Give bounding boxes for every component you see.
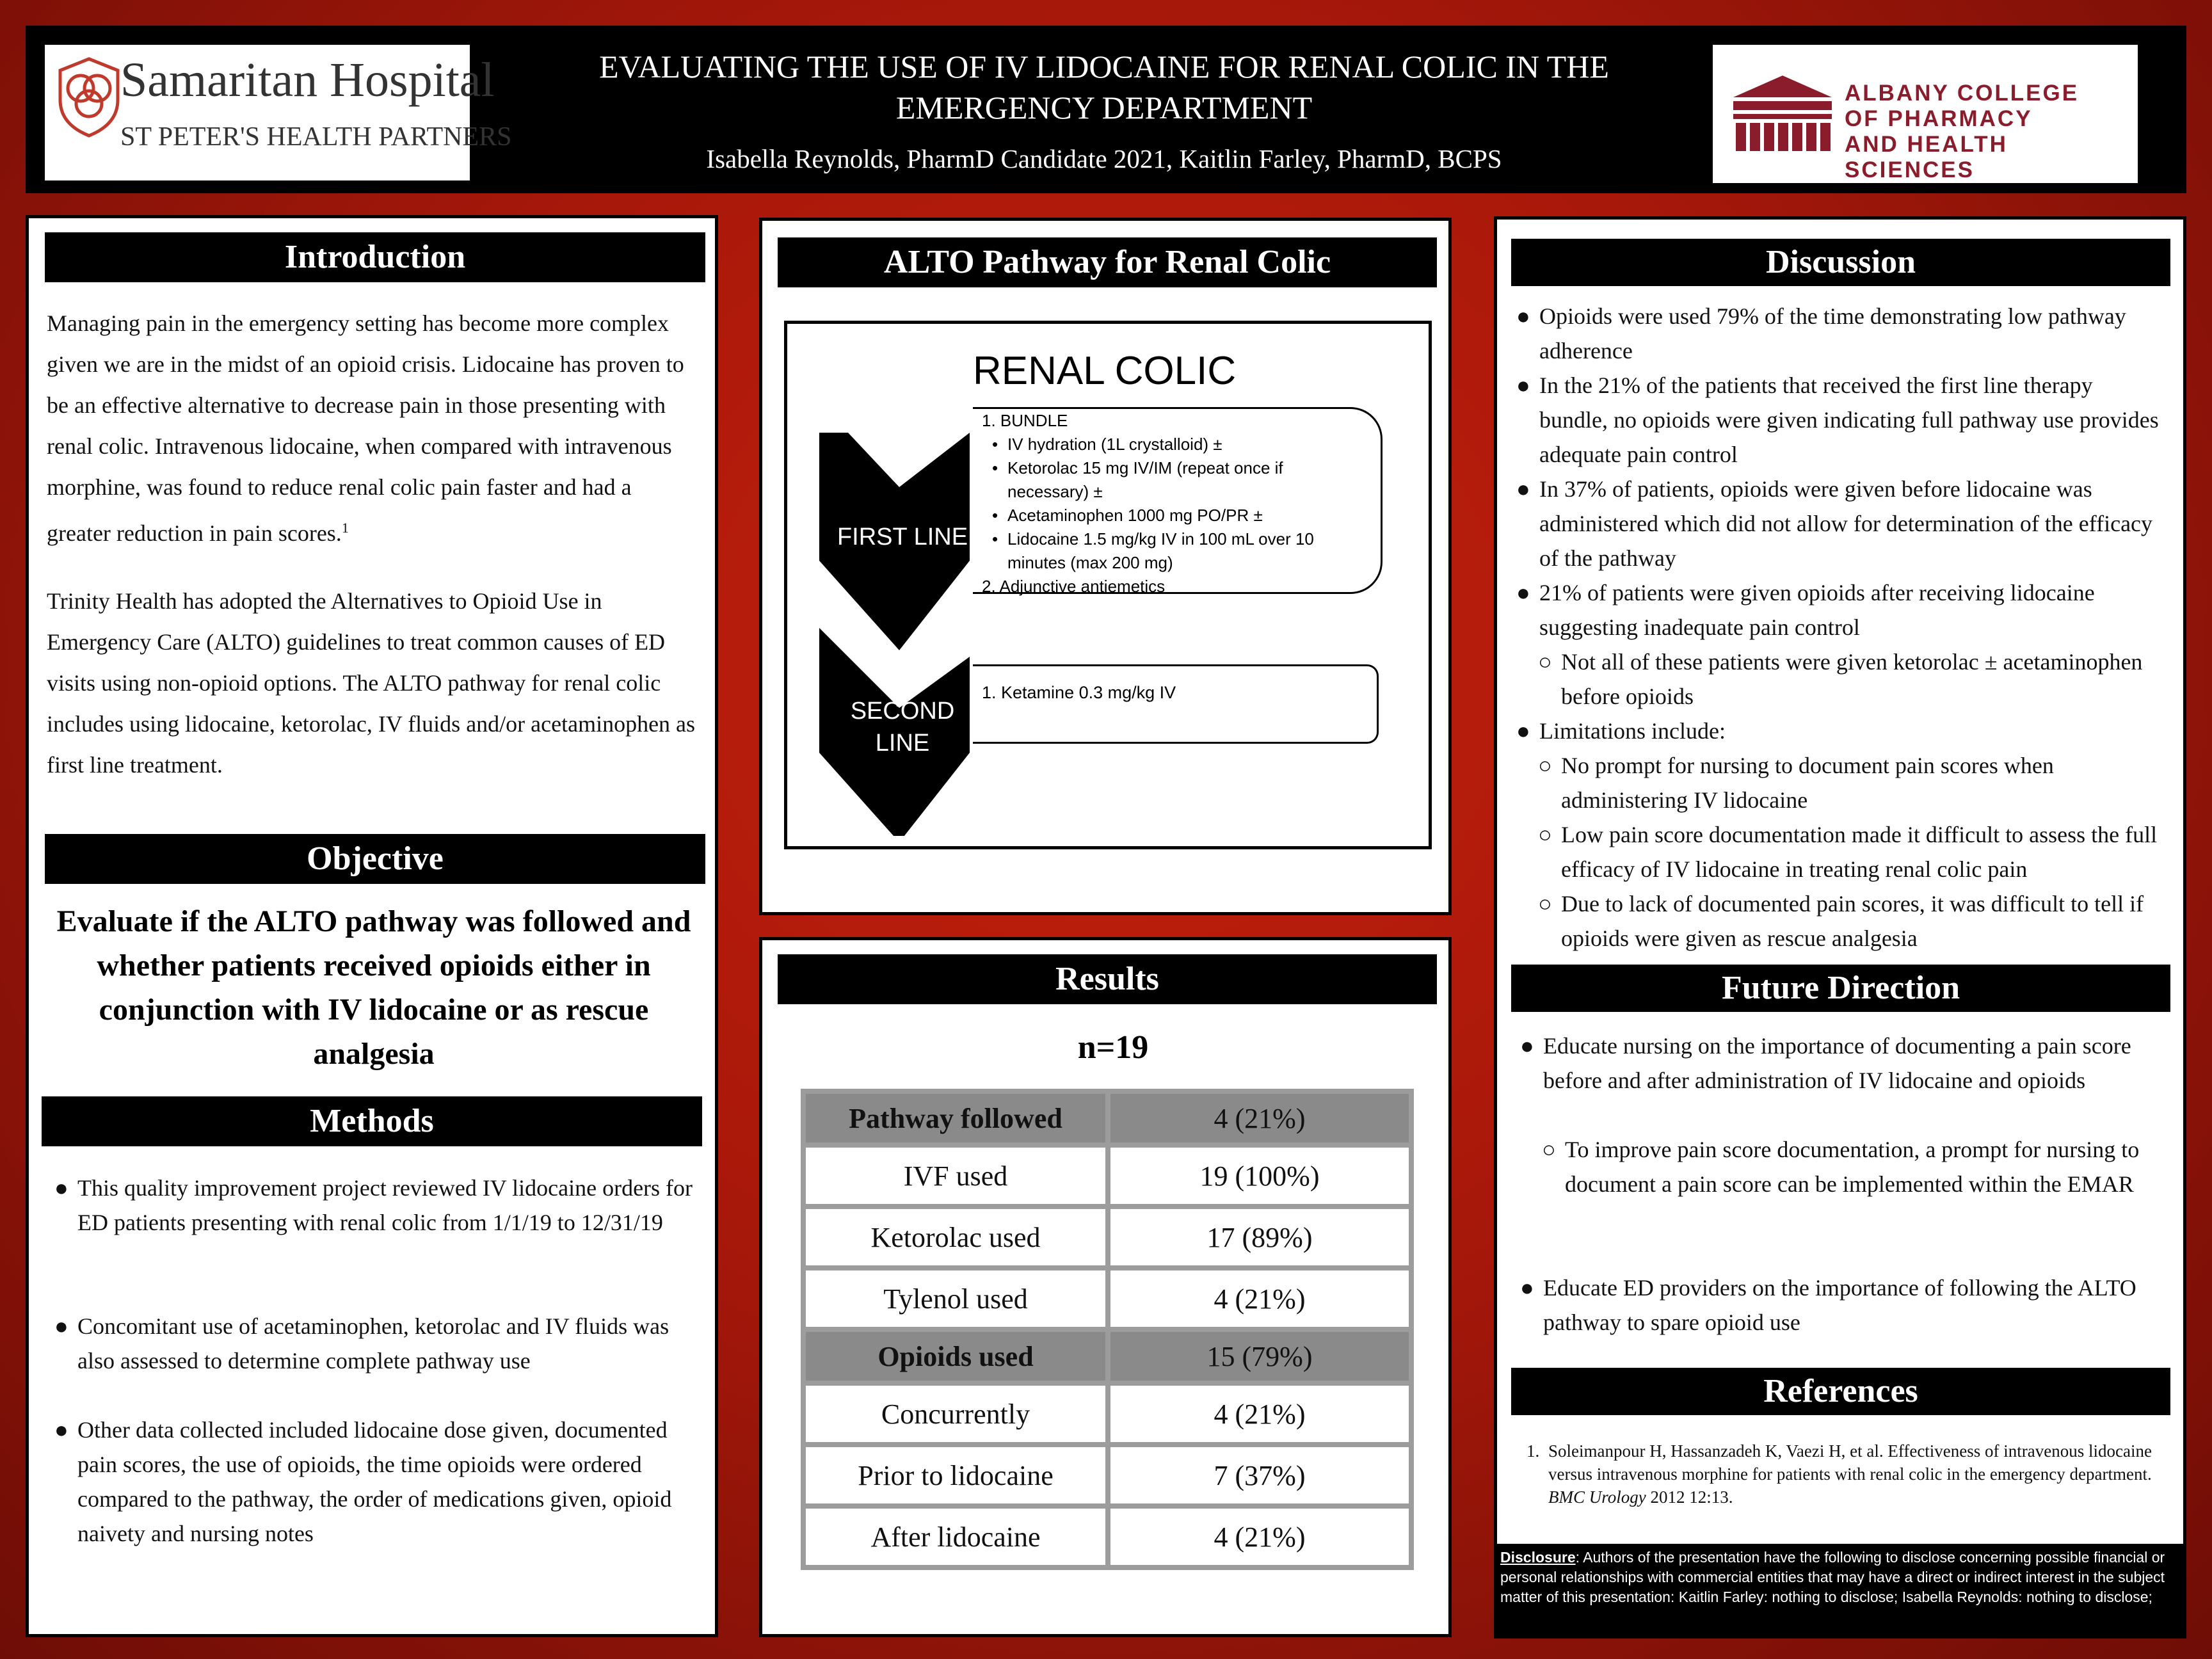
table-row: Pathway followed 4 (21%) [806, 1094, 1409, 1142]
pathway-heading: ALTO Pathway for Renal Colic [778, 237, 1437, 287]
second-line-label: SECOND LINE [850, 698, 955, 757]
renal-colic-diagram [784, 321, 1432, 849]
introduction-heading: Introduction [45, 232, 705, 282]
references-heading: References [1511, 1368, 2170, 1415]
table-row: Concurrently 4 (21%) [806, 1386, 1409, 1442]
future-subitem: ○ To improve pain score documentation, a prompt for nursing to document a pain score can be implemented within the EMAR [1542, 1137, 2140, 1197]
samaritan-logo [45, 45, 512, 180]
discussion-subitem: ○ Not all of these patients were given ketorolac ± acetaminophen before opioids [1538, 649, 2143, 709]
introduction-paragraph-1: Managing pain in the emergency setting has become more complex given we are in the midst of an opioid crisis. Lidocaine has proven to be an effective alternative to decrease pain in those presenting with renal colic. Intravenous lidocaine, when compared with intravenous morphine, was found to reduce renal colic pain faster and had a greater reduction in pain scores.$^1$ [47, 310, 684, 546]
acphs-logo [1713, 45, 2138, 183]
table-row: After lidocaine 4 (21%) [806, 1509, 1409, 1565]
chevron-arrows [816, 324, 982, 836]
discussion-heading: Discussion [1511, 239, 2170, 286]
samaritan-emblem-icon [54, 55, 124, 138]
discussion-subitem: ○ Due to lack of documented pain scores, it was difficult to tell if opioids were given as rescue analgesia [1538, 891, 2144, 951]
methods-item: ● Other data collected included lidocaine dose given, documented pain scores, the use of opioids, the time opioids were ordered compared to the pathway, the order of medications given, opioid naivety and nursing notes [54, 1417, 672, 1546]
bundle-item: • IV hydration (1L crystalloid) ± [992, 435, 1222, 454]
logo-left-name: Samaritan Hospital [120, 53, 495, 107]
adjunct-item: 2. Adjunctive antiemetics [982, 577, 1166, 596]
bundle-item: • Lidocaine 1.5 mg/kg IV in 100 mL over 10 [992, 529, 1314, 549]
future-direction-heading: Future Direction [1511, 965, 2170, 1012]
discussion-item: ● In 37% of patients, opioids were given before lidocaine was administered which did not allow for determination of the efficacy of the pathway [1516, 476, 2153, 571]
discussion-item: ● 21% of patients were given opioids after receiving lidocaine suggesting inadequate pain control [1516, 580, 2095, 640]
future-item: ● Educate nursing on the importance of documenting a pain score before and after administration of IV lidocaine and opioids [1520, 1033, 2131, 1093]
bundle-item-cont: minutes (max 200 mg) [1007, 553, 1173, 572]
objective-heading: Objective [45, 834, 705, 884]
objective-text: Evaluate if the ALTO pathway was followed and whether patients received opioids either in conjunction with IV lidocaine or as rescue analgesia [56, 904, 691, 1071]
pathway-panel [759, 218, 1452, 915]
first-line-label: FIRST LINE [837, 524, 968, 550]
right-column-panel [1494, 216, 2186, 1637]
table-row: Ketorolac used 17 (89%) [806, 1209, 1409, 1265]
table-row: Prior to lidocaine 7 (37%) [806, 1447, 1409, 1503]
sample-size: n=19 [1077, 1029, 1149, 1066]
diagram-title: RENAL COLIC [973, 349, 1237, 393]
bundle-item-cont: necessary) ± [1007, 482, 1103, 501]
table-row: Opioids used 15 (79%) [806, 1332, 1409, 1381]
future-item: ● Educate ED providers on the importance of following the ALTO pathway to spare opioid use [1520, 1275, 2136, 1335]
discussion-item: ● In the 21% of the patients that received the first line therapy bundle, no opioids were given indicating full pathway use provides adequate pain control [1516, 373, 2159, 467]
poster-title: EVALUATING THE USE OF IV LIDOCAINE FOR RENAL COLIC IN THE EMERGENCY DEPARTMENT [599, 49, 1609, 125]
discussion-subitem: ○ Low pain score documentation made it difficult to assess the full efficacy of IV lidocaine in treating renal colic pain [1538, 822, 2158, 882]
methods-item: ● This quality improvement project reviewed IV lidocaine orders for ED patients presenting with renal colic from 1/1/19 to 12/31/19 [54, 1175, 693, 1235]
college-building-icon [1729, 72, 1836, 159]
table-row: IVF used 19 (100%) [806, 1148, 1409, 1204]
reference-item: 1. Soleimanpour H, Hassanzadeh K, Vaezi H, et al. Effectiveness of intravenous lidocaine versus intravenous morphine for patients with renal colic in the emergency department. BMC Urology 2012 12:13. [1527, 1441, 2152, 1507]
bundle-item: • Ketorolac 15 mg IV/IM (repeat once if [992, 458, 1283, 477]
poster-authors: Isabella Reynolds, PharmD Candidate 2021, Kaitlin Farley, PharmD, BCPS [706, 144, 1502, 173]
results-panel [759, 937, 1452, 1637]
table-row: Tylenol used 4 (21%) [806, 1270, 1409, 1327]
bundle-item: • Acetaminophen 1000 mg PO/PR ± [992, 506, 1263, 525]
first-line-box: 1. BUNDLE • IV hydration (1L crystalloid) ± • Ketorolac 15 mg IV/IM (repeat once if necessary) ± • Acetaminophen 1000 mg PO/PR ± • Lidocaine 1.5 mg/kg IV in 100 mL over 10 minutes (max 200 mg) 2. Adjunctive antiemetics [973, 407, 1382, 594]
discussion-subitem: ○ No prompt for nursing to document pain scores when administering IV lidocaine [1538, 753, 2054, 813]
logo-right-line2: OF PHARMACY [1845, 106, 2033, 131]
discussion-item: ● Limitations include: [1516, 718, 1726, 744]
methods-item: ● Concomitant use of acetaminophen, ketorolac and IV fluids was also assessed to determine complete pathway use [54, 1313, 669, 1374]
second-line-box: 1. Ketamine 0.3 mg/kg IV [973, 664, 1379, 744]
discussion-item: ● Opioids were used 79% of the time demonstrating low pathway adherence [1516, 303, 2126, 364]
results-table [801, 1089, 1414, 1570]
disclosure-box: Disclosure: Authors of the presentation have the following to disclose concerning possible financial or personal relationships with commercial entities that may have a direct or indirect interest in the subject matter of this presentation: Kaitlin Farley: nothing to disclose; Isabella Reynolds: nothing to disclose; [1494, 1544, 2186, 1639]
introduction-paragraph-2: Trinity Health has adopted the Alternatives to Opioid Use in Emergency Care (ALTO) guidelines to treat common causes of ED visits using non-opioid options. The ALTO pathway for renal colic includes using lidocaine, ketorolac, IV fluids and/or acetaminophen as first line treatment. [47, 588, 696, 778]
logo-right-line1: ALBANY COLLEGE [1845, 81, 2080, 106]
logo-right-line3: AND HEALTH SCIENCES [1845, 132, 2008, 182]
results-heading: Results [778, 954, 1437, 1004]
logo-left-sub: ST PETER'S HEALTH PARTNERS [120, 122, 512, 152]
methods-heading: Methods [42, 1096, 702, 1146]
left-column-panel [26, 215, 718, 1637]
